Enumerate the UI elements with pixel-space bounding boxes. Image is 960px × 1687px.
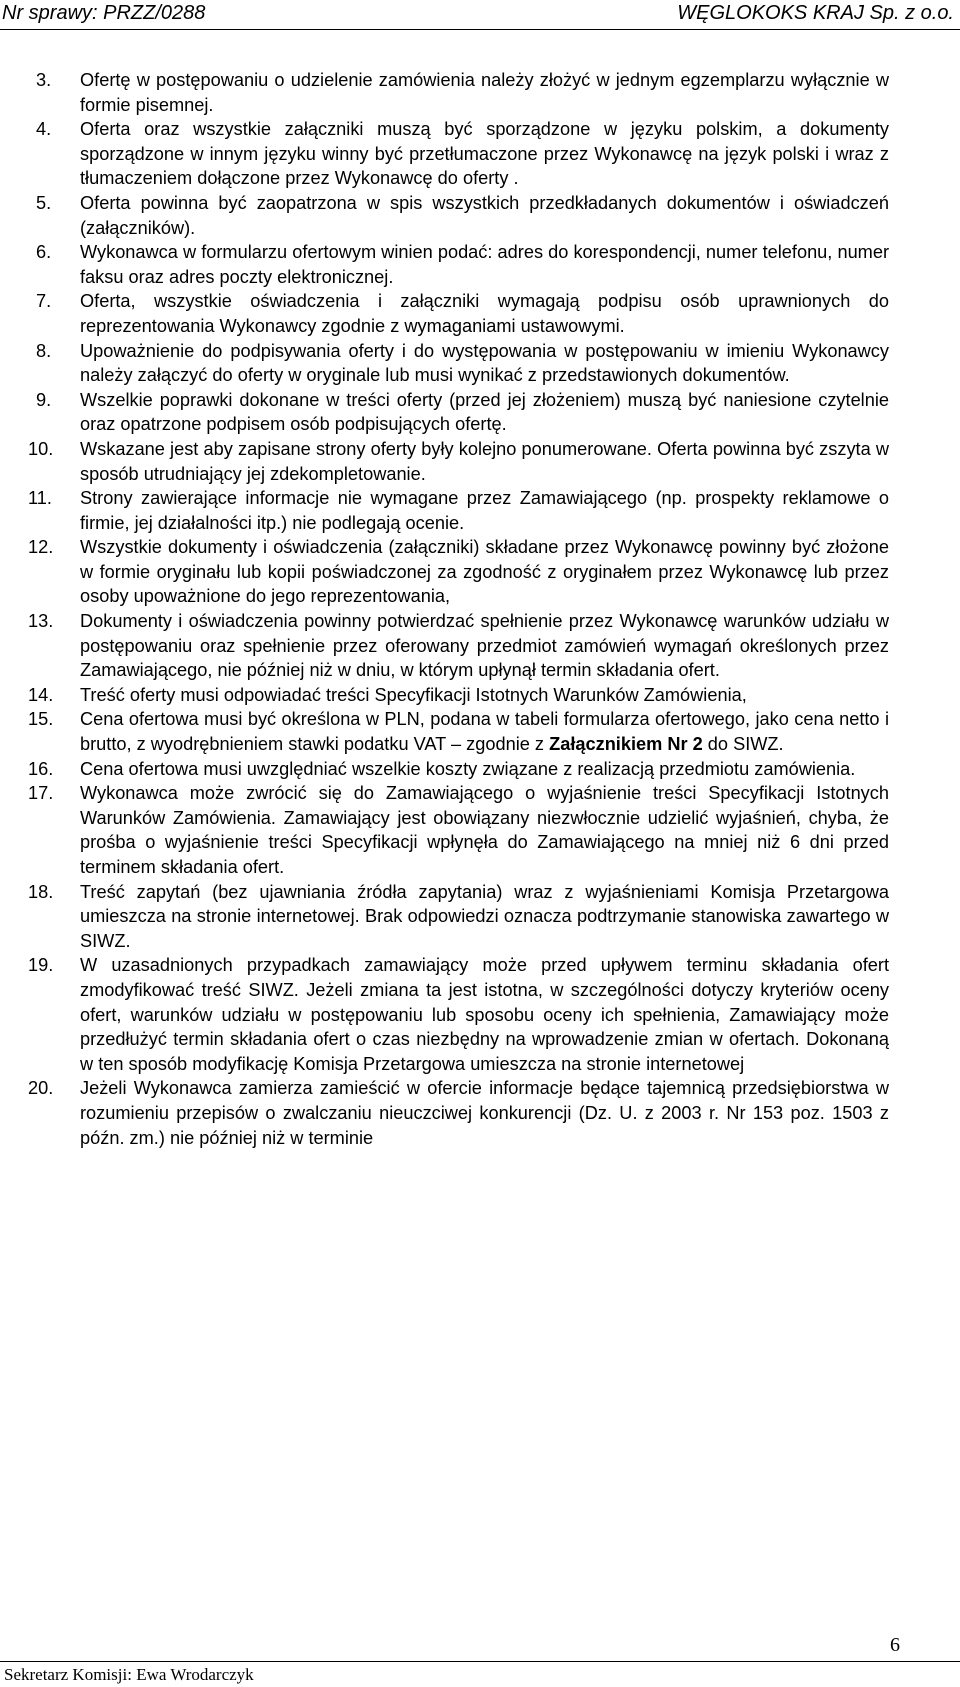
item-number: 12.	[28, 537, 54, 558]
item-number: 6.	[36, 242, 52, 263]
item-text: W uzasadnionych przypadkach zamawiający może przed upływem terminu składania ofert zmodyfikować treść SIWZ. Jeżeli zmiana ta jest istotna, w szczególności dotyczy kryteriów oceny ofert, warunków udziału w postępowaniu lub sposobu oceny ich spełnienia, Zamawiający może przedłużyć termin składania ofert o czas niezbędny na wprowadzenie zmian w ofertach. Dokonaną w ten sposób modyfikację Komisja Przetargowa umieszcza na stronie internetowej	[80, 955, 889, 1074]
item-number: 13.	[28, 611, 54, 632]
list-item	[28, 757, 889, 782]
item-number: 11.	[28, 488, 52, 509]
item-text-tail: do SIWZ.	[702, 734, 784, 755]
item-number: 7.	[36, 291, 52, 312]
item-text: Jeżeli Wykonawca zamierza zamieścić w ofercie informacje będące tajemnicą przedsiębiorstwa w rozumieniu przepisów o zwalczaniu nieuczciwej konkurencji (Dz. U. z 2003 r. Nr 153 poz. 1503 z późn. zm.) nie później niż w terminie	[80, 1078, 889, 1148]
item-number: 4.	[36, 119, 52, 140]
item-text: Wykonawca w formularzu ofertowym winien podać: adres do korespondencji, numer telefonu, numer faksu oraz adres poczty elektronicznej.	[80, 242, 889, 287]
item-number: 20.	[28, 1078, 54, 1099]
item-number: 15.	[28, 709, 54, 730]
item-text: Treść zapytań (bez ujawniania źródła zapytania) wraz z wyjaśnieniami Komisja Przetargowa umieszcza na stronie internetowej. Brak odpowiedzi oznacza podtrzymanie stanowiska zawartego w SIWZ.	[80, 881, 889, 951]
item-text: Cena ofertowa musi uwzględniać wszelkie koszty związane z realizacją przedmiotu zamówienia.	[80, 758, 856, 779]
item-number: 16.	[28, 758, 54, 779]
item-text: Wskazane jest aby zapisane strony oferty były kolejno ponumerowane. Oferta powinna być zszyta w sposób utrudniający jej zdekompletowanie.	[80, 438, 889, 484]
item-number: 14.	[28, 684, 54, 705]
list-item	[28, 781, 889, 879]
list-item	[28, 535, 889, 609]
item-text: Treść oferty musi odpowiadać treści Specyfikacji Istotnych Warunków Zamówienia,	[80, 684, 747, 705]
item-text: Upoważnienie do podpisywania oferty i do występowania w postępowaniu w imieniu Wykonawcy należy załączyć do oferty w oryginale lub musi wynikać z przedstawionych dokumentów.	[80, 340, 889, 386]
item-text: Oferta, wszystkie oświadczenia i załączniki wymagają podpisu osób uprawnionych do reprezentowania Wykonawcy zgodnie z wymaganiami ustawowymi.	[80, 291, 889, 336]
item-text: Cena ofertowa musi być określona w PLN, podana w tabeli formularza ofertowego, jako cena netto i brutto, z wyodrębnieniem stawki podatku VAT – zgodnie z	[80, 709, 889, 755]
item-number: 3.	[36, 70, 52, 90]
item-number: 18.	[28, 881, 54, 902]
item-text: Oferta powinna być zaopatrzona w spis wszystkich przedkładanych dokumentów i oświadczeń (załączników).	[80, 192, 889, 238]
footer-divider	[0, 1661, 960, 1662]
item-text: Strony zawierające informacje nie wymagane przez Zamawiającego (np. prospekty reklamowe o firmie, jej działalności itp.) nie podlegają ocenie.	[80, 488, 889, 533]
list-item	[28, 289, 889, 338]
list-item	[28, 953, 889, 1076]
case-number: Nr sprawy: PRZZ/0288	[2, 2, 206, 24]
header-divider	[0, 29, 960, 30]
list-item	[28, 191, 889, 240]
list-item	[28, 339, 889, 388]
list-item	[28, 486, 889, 535]
item-number: 9.	[36, 389, 52, 410]
item-number: 5.	[36, 192, 52, 213]
list-item	[28, 68, 889, 117]
item-number: 19.	[28, 955, 54, 976]
list-item	[28, 388, 889, 437]
attachment-reference: Załącznikiem Nr 2	[549, 734, 703, 755]
list-item	[28, 880, 889, 954]
item-text: Ofertę w postępowaniu o udzielenie zamówienia należy złożyć w jednym egzemplarzu wyłącznie w formie pisemnej.	[80, 70, 889, 115]
list-item	[28, 609, 889, 683]
item-number: 10.	[28, 438, 54, 459]
requirements-list	[28, 68, 889, 1150]
item-text: Dokumenty i oświadczenia powinny potwierdzać spełnienie przez Wykonawcę warunków udziału w postępowaniu oraz spełnienie przez oferowany przedmiot zamówień wymagań określonych przez Zamawiającego, nie później niż w dniu, w którym upłynął termin składania ofert.	[80, 611, 889, 681]
item-text: Wszystkie dokumenty i oświadczenia (załączniki) składane przez Wykonawcę powinny być złożone w formie oryginału lub kopii poświadczonej za zgodność z oryginałem przez Wykonawcę lub przez osoby upoważnione do jego reprezentowania,	[80, 537, 889, 607]
list-item	[28, 683, 889, 708]
item-text: Wykonawca może zwrócić się do Zamawiającego o wyjaśnienie treści Specyfikacji Istotnych Warunków Zamówienia. Zamawiający jest obowiązany niezwłocznie udzielić wyjaśnień, chyba, że prośba o wyjaśnienie treści Specyfikacji wpłynęła do Zamawiającego na mniej niż 6 dni przed terminem składania ofert.	[80, 783, 889, 877]
list-item	[28, 437, 889, 486]
page-number: 6	[890, 1634, 900, 1656]
page-header	[0, 0, 960, 28]
list-item	[28, 707, 889, 756]
company-name: WĘGLOKOKS KRAJ Sp. z o.o.	[677, 2, 954, 24]
item-text: Wszelkie poprawki dokonane w treści oferty (przed jej złożeniem) muszą być naniesione czytelnie oraz opatrzone podpisem osób podpisujących ofertę.	[80, 389, 889, 435]
list-item	[28, 1076, 889, 1150]
list-item	[28, 117, 889, 191]
list-item	[28, 240, 889, 289]
secretary-signature-line: Sekretarz Komisji: Ewa Wrodarczyk	[4, 1665, 254, 1684]
document-body	[28, 68, 889, 1150]
item-text: Oferta oraz wszystkie załączniki muszą być sporządzone w języku polskim, a dokumenty sporządzone w innym języku winny być przetłumaczone przez Wykonawcę na język polski i wraz z tłumaczeniem dołączone przez Wykonawcę do oferty .	[80, 119, 889, 189]
item-number: 17.	[28, 783, 54, 804]
item-number: 8.	[36, 340, 52, 361]
